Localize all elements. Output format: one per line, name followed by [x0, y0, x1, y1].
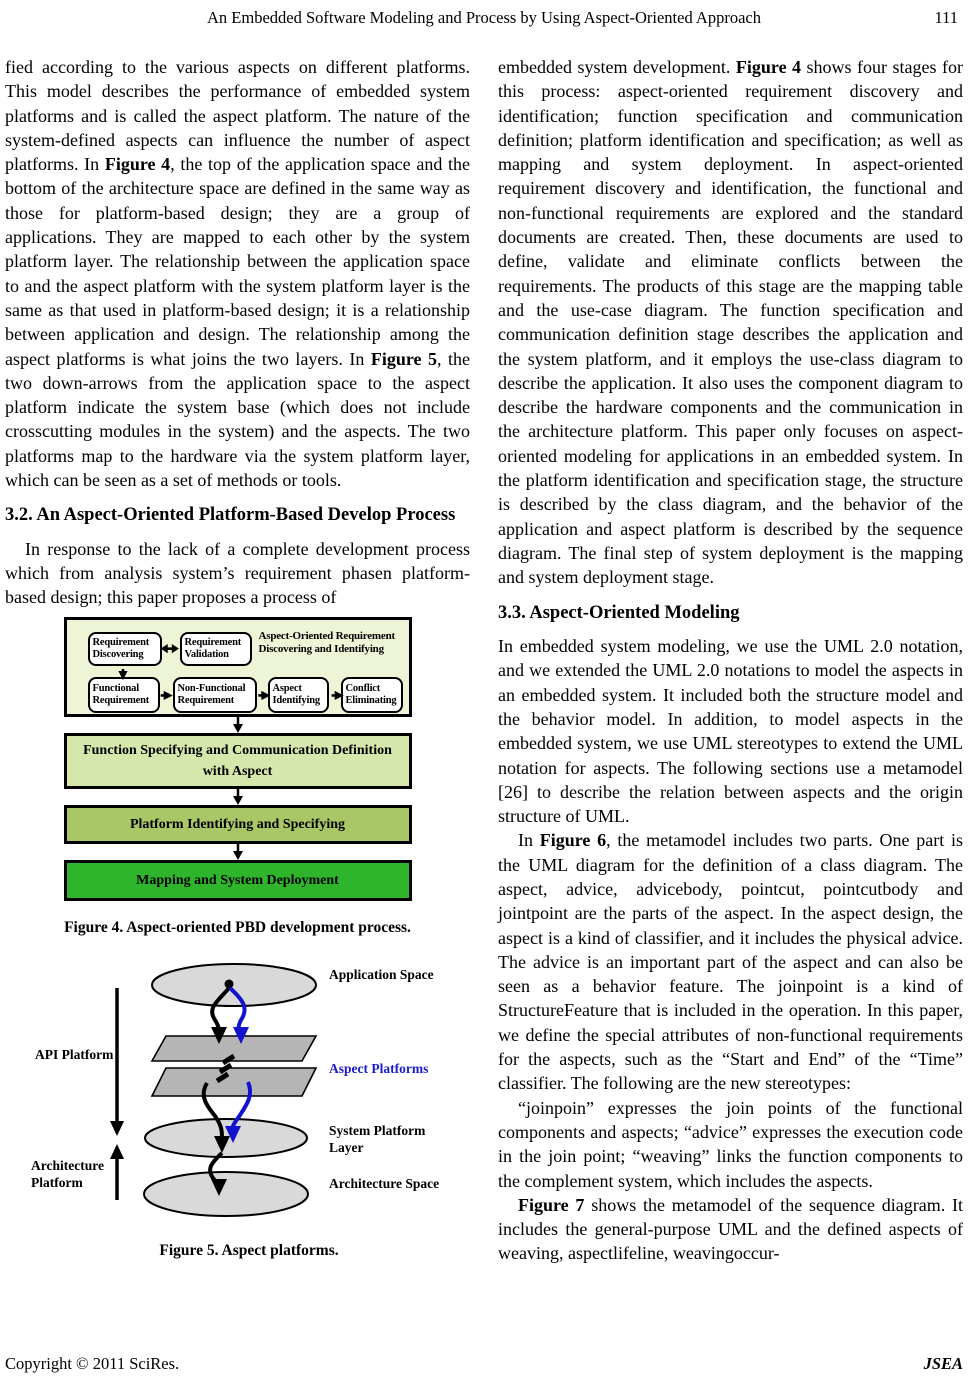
down-arrow-connector [230, 717, 246, 733]
journal-abbreviation: JSEA [923, 1354, 963, 1373]
paragraph-continuation: embedded system development. Figure 4 shows four stages for this process: aspect-oriented requirement discovery and identification; function specification and communication definition; platform identification and specification; as well as mapping and system deployment. In aspect-oriented requirement discovery and identification, the functional and non-functional requirements are explored and the standard documents are created. Then, these documents are used to define, validate and eliminate conflicts between the requirements. The products of this stage are the mapping table and the use-case diagram. The function specification and communication definition stage describes the application and the system platform, and it employs the use-class diagram to describe the application. It also uses the component diagram to describe the hardware components and the communication in the architecture platform. This paper only focuses on aspect-oriented modeling for applications in an embedded system. In the platform identification and specification stage, the structure is described by the class diagram, and the behavior of the application and aspect platform is described by the sequence diagram. The final step of system deployment is the mapping and system deployment stage. [498, 57, 963, 588]
left-column [5, 55, 470, 1266]
box-aspect-identifying: Aspect Identifying [268, 677, 329, 713]
label-aspect-platforms: Aspect Platforms [329, 1061, 429, 1077]
stage1-label: Aspect-Oriented Requirement Discovering and Identifying [258, 629, 395, 655]
stage4-box: Mapping and System Deployment [64, 860, 412, 901]
running-title: An Embedded Software Modeling and Process by Using Aspect-Oriented Approach [206, 8, 761, 27]
two-column-body [5, 55, 963, 1266]
page-number: 111 [934, 8, 958, 27]
label-architecture-platform: Architecture Platform [31, 1158, 104, 1191]
section-heading-3-2: 3.2. An Aspect-Oriented Platform-Based Develop Process [5, 505, 456, 526]
page-footer [5, 1354, 963, 1374]
paragraph-continuation: fied according to the various aspects on different platforms. This model describes the performance of embedded system platforms and is called the aspect platform. The nature of the system-defined aspects can influence the number of aspect platforms. In Figure 4, the top of the application space and the bottom of the architecture space are defined in the same way as those for platform-based design; they are a group of applications. They are mapped to each other by the system platform layer. The relationship between the application space to and the aspect platform with the system platform layer is the same as that used in platform-based design; it is a relationship between application and design. The relationship among the aspect platforms is what joins the two layers. In Figure 5, the two down-arrows from the application space to the aspect platform indicate the system base (which does not include crosscutting modules in the system) and the aspects. The two platforms map to the hardware via the system platform layer, which can be seen as a set of methods or tools. [5, 57, 470, 491]
box-requirement-discovering: Requirement Discovering [88, 632, 162, 666]
label-application-space: Application Space [329, 967, 434, 983]
stage1-panel [64, 617, 412, 717]
down-arrow-connector [230, 789, 246, 805]
label-api-platform: API Platform [35, 1047, 114, 1063]
paragraph: In embedded system modeling, we use the UML 2.0 notation, and we extended the UML 2.0 notations to model the aspects in an embedded system. It included both the structure model and the behavior model. In addition, to model aspects in the embedded system, we use UML stereotypes to extend the UML notation for aspects. The following sections use a metamodel [26] to describe the relation between aspects and the origin structure of UML. [498, 636, 963, 827]
copyright-notice: Copyright © 2011 SciRes. [5, 1354, 180, 1373]
paragraph: In response to the lack of a complete development process which from analysis system’s requirement phasen platform-based design; this paper proposes a process of [5, 538, 470, 608]
stage2-box: Function Specifying and Communication Definition with Aspect [64, 733, 412, 789]
box-non-functional-requirement: Non-Functional Requirement [173, 677, 257, 713]
paragraph: “joinpoin” expresses the join points of the functional components and aspects; “advice” expresses the execution code in the join point; “weaving” links the function components to the complement system, which includes the aspects. [498, 1097, 963, 1191]
paragraph: Figure 7 shows the metamodel of the sequence diagram. It includes the general-purpose UML and the defined aspects of weaving, aspectlifeline, weavingoccur- [498, 1194, 963, 1264]
figure-5 [5, 956, 470, 1263]
box-functional-requirement: Functional Requirement [88, 677, 160, 713]
figure-5-diagram [29, 956, 469, 1224]
page-header [0, 8, 968, 34]
down-arrow-connector [230, 844, 246, 860]
section-heading-3-3: 3.3. Aspect-Oriented Modeling [498, 602, 740, 623]
figure-4 [5, 617, 470, 940]
box-conflict-eliminating: Conflict Eliminating [341, 677, 403, 713]
figure-4-caption: Figure 4. Aspect-oriented PBD development process. [64, 918, 411, 936]
box-requirement-validation: Requirement Validation [180, 632, 252, 666]
right-column [498, 55, 963, 1266]
figure-5-caption: Figure 5. Aspect platforms. [159, 1242, 339, 1260]
label-architecture-space: Architecture Space [329, 1176, 440, 1192]
figure-4-diagram [64, 617, 412, 901]
paragraph: In Figure 6, the metamodel includes two parts. One part is the UML diagram for the definition of a class diagram. The aspect, advice, advicebody, pointcut, pointcutbody and jointpoint are the parts of the aspect. In the aspect design, the aspect is a kind of classifier, and it includes the physical advice. The advice is an important part of the aspect and can also be seen as a behavior feature. The joinpoint is a kind of StructureFeature that is included in the operation. In this paper, we define the special attributes of non-functional requirements for the aspects, such as the “Start and End” of the “Time” classifier. The following are the new stereotypes: [498, 830, 963, 1094]
stage3-box: Platform Identifying and Specifying [64, 805, 412, 844]
label-system-platform-layer: System Platform Layer [329, 1123, 426, 1156]
